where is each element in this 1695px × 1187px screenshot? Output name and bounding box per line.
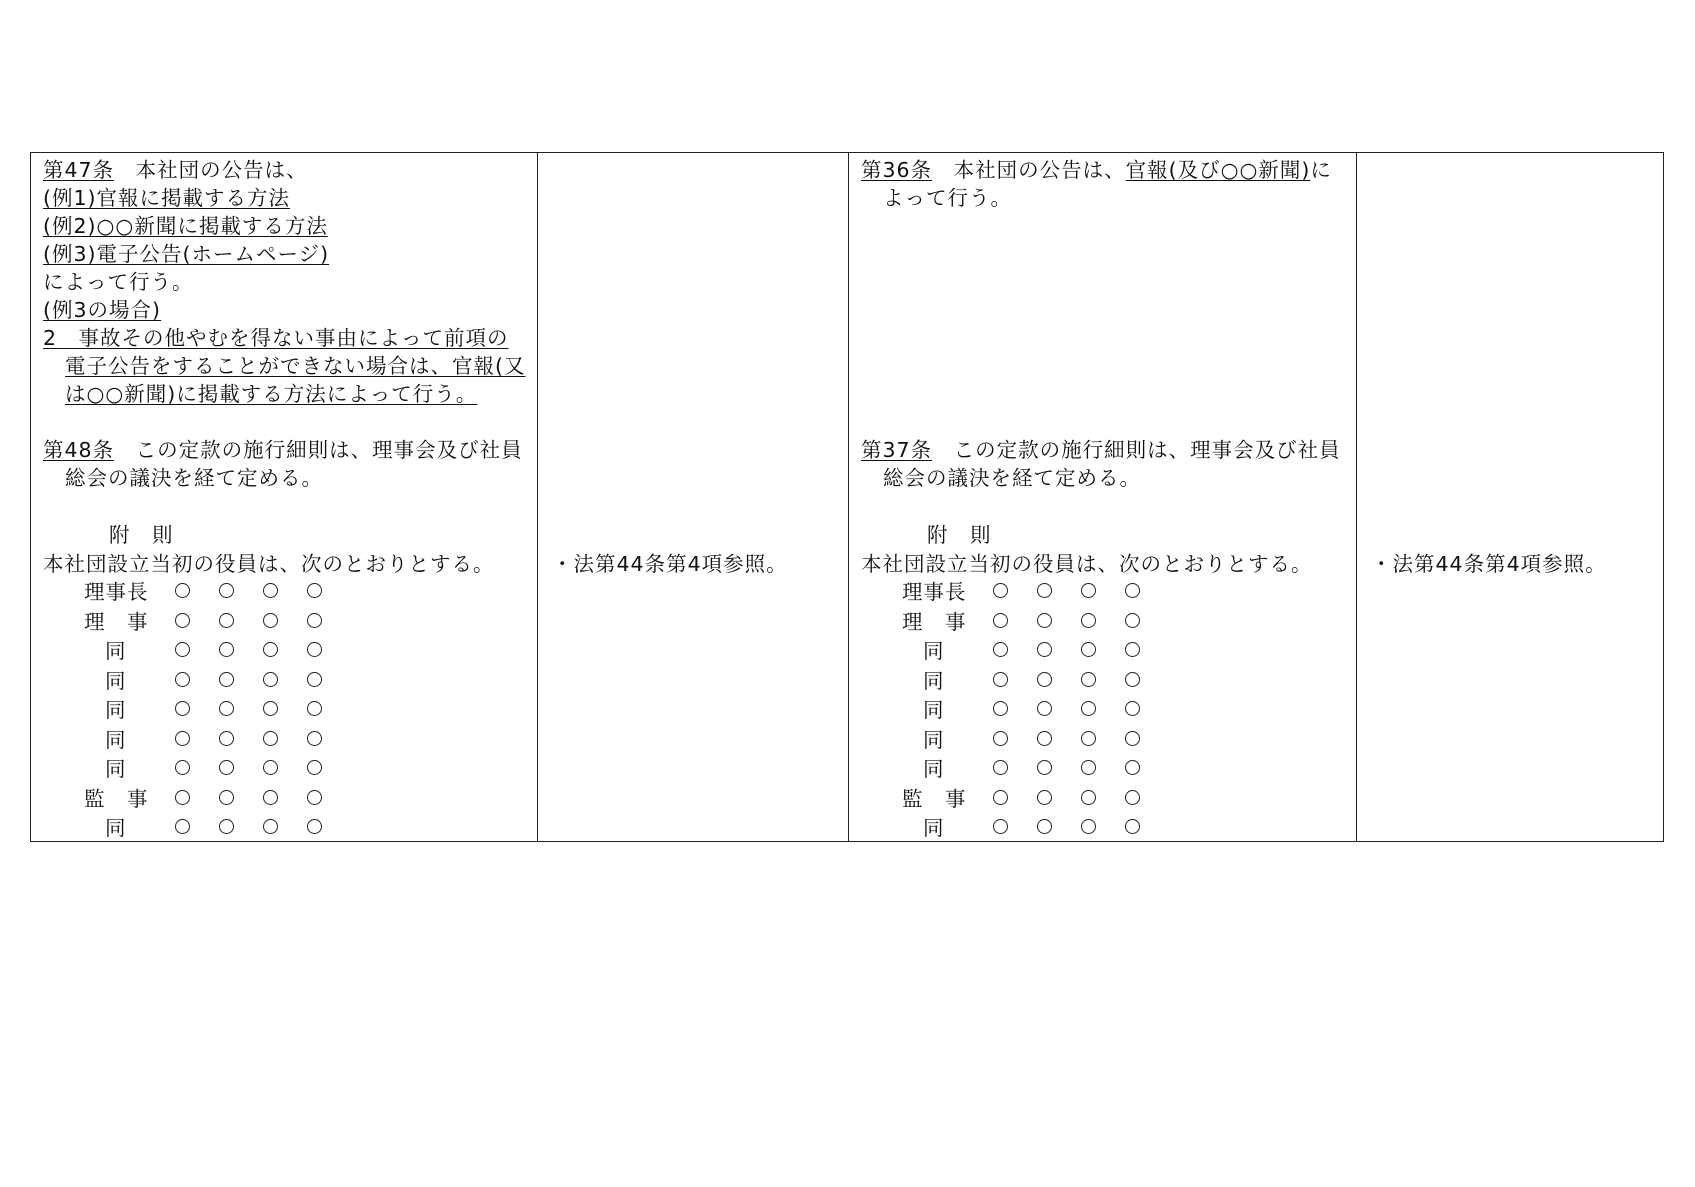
placeholder-circle-icon (263, 819, 278, 834)
officer-title: 理事長 (84, 580, 149, 604)
supplementary-heading-right: 附 則 (927, 523, 992, 547)
placeholder-circle-icon (1081, 613, 1096, 628)
placeholder-circle-icon (263, 613, 278, 628)
article-47-option-3: (例3)電子公告(ホームページ) (43, 242, 330, 266)
officer-title: 監 事 (902, 786, 967, 811)
placeholder-circle-icon (219, 819, 234, 834)
officer-title: 同 (923, 698, 945, 722)
supplementary-text-right: 本社団設立当初の役員は、次のとおりとする。 (861, 552, 1313, 576)
officer-roster-right (849, 578, 1357, 844)
officer-row (849, 755, 1357, 785)
placeholder-circle-icon (219, 672, 234, 687)
officer-row (31, 696, 537, 726)
placeholder-circle-icon (993, 583, 1008, 598)
officer-row (849, 814, 1357, 844)
article-47-tail: によって行う。 (43, 270, 194, 294)
officer-title: 同 (105, 727, 127, 752)
officer-title: 同 (923, 639, 945, 663)
article-47-para-2-line-2: 電子公告をすることができない場合は、官報(又 (65, 354, 526, 378)
placeholder-circle-icon (175, 731, 190, 746)
officer-title: 同 (105, 668, 127, 693)
article-47-label: 第47条 (43, 158, 115, 182)
placeholder-circle-icon (175, 760, 190, 775)
article-47-text: 本社団の公告は、 (114, 158, 308, 182)
officer-row (31, 608, 537, 638)
placeholder-circle-icon (175, 819, 190, 834)
officer-title: 同 (923, 727, 945, 752)
officer-row (31, 726, 537, 756)
officer-title: 理 事 (84, 609, 149, 634)
placeholder-circle-icon (307, 583, 322, 598)
placeholder-circle-icon (1037, 672, 1052, 687)
article-36-text-2: よって行う。 (883, 186, 1012, 210)
officer-row (849, 696, 1357, 726)
article-47-para-2-line-1: 2 事故その他やむを得ない事由によって前項の (43, 326, 509, 350)
officer-row (849, 726, 1357, 756)
placeholder-circle-icon (1037, 790, 1052, 805)
supplementary-text: 本社団設立当初の役員は、次のとおりとする。 (43, 552, 495, 576)
placeholder-circle-icon (263, 701, 278, 716)
officer-row (849, 608, 1357, 638)
placeholder-circle-icon (1081, 672, 1096, 687)
officer-row (849, 637, 1357, 667)
placeholder-circle-icon (175, 672, 190, 687)
article-36-text-underlined: 官報(及び○○新聞) (1125, 158, 1311, 182)
article-37-text: この定款の施行細則は、理事会及び社員 (932, 438, 1341, 462)
officer-title: 同 (105, 757, 127, 781)
placeholder-circle-icon (219, 642, 234, 657)
article-37-line (861, 436, 1341, 464)
placeholder-circle-icon (1081, 790, 1096, 805)
officer-title: 監 事 (84, 786, 149, 811)
placeholder-circle-icon (1081, 819, 1096, 834)
officer-row (849, 667, 1357, 697)
officer-row (849, 578, 1357, 608)
placeholder-circle-icon (1037, 701, 1052, 716)
placeholder-circle-icon (219, 731, 234, 746)
right-note: ・法第44条第4項参照。 (1371, 552, 1607, 576)
placeholder-circle-icon (993, 760, 1008, 775)
officer-row (31, 814, 537, 844)
officer-row (31, 785, 537, 815)
article-36-text-b: に (1310, 158, 1332, 182)
officer-row (31, 637, 537, 667)
placeholder-circle-icon (1081, 642, 1096, 657)
placeholder-circle-icon (1125, 583, 1140, 598)
placeholder-circle-icon (1125, 642, 1140, 657)
officer-title: 理 事 (902, 609, 967, 634)
right-articles-column (848, 153, 1356, 841)
officer-row (31, 755, 537, 785)
placeholder-circle-icon (263, 760, 278, 775)
placeholder-circle-icon (175, 642, 190, 657)
officer-roster (31, 578, 537, 844)
placeholder-circle-icon (307, 760, 322, 775)
placeholder-circle-icon (219, 583, 234, 598)
placeholder-circle-icon (1037, 613, 1052, 628)
officer-title: 同 (923, 757, 945, 781)
article-36-text-a: 本社団の公告は、 (932, 158, 1126, 182)
placeholder-circle-icon (993, 613, 1008, 628)
article-47-line (43, 156, 308, 184)
placeholder-circle-icon (993, 642, 1008, 657)
placeholder-circle-icon (263, 583, 278, 598)
article-48-line (43, 436, 523, 464)
placeholder-circle-icon (1125, 790, 1140, 805)
placeholder-circle-icon (1125, 760, 1140, 775)
placeholder-circle-icon (1125, 819, 1140, 834)
placeholder-circle-icon (1037, 819, 1052, 834)
placeholder-circle-icon (219, 760, 234, 775)
supplementary-heading: 附 則 (109, 523, 174, 547)
right-notes-column (1356, 153, 1664, 841)
left-notes-column (537, 153, 848, 841)
placeholder-circle-icon (1125, 613, 1140, 628)
article-36-line (861, 156, 1332, 184)
placeholder-circle-icon (993, 701, 1008, 716)
articles-comparison-table (30, 152, 1664, 842)
article-48-label: 第48条 (43, 438, 115, 462)
placeholder-circle-icon (1125, 731, 1140, 746)
placeholder-circle-icon (1037, 731, 1052, 746)
placeholder-circle-icon (307, 819, 322, 834)
placeholder-circle-icon (263, 790, 278, 805)
placeholder-circle-icon (1081, 731, 1096, 746)
placeholder-circle-icon (219, 701, 234, 716)
officer-title: 同 (923, 668, 945, 693)
placeholder-circle-icon (263, 731, 278, 746)
article-37-text-2: 総会の議決を経て定める。 (883, 466, 1141, 490)
article-47-case-3: (例3の場合) (43, 298, 162, 322)
officer-title: 同 (105, 816, 127, 840)
placeholder-circle-icon (263, 672, 278, 687)
placeholder-circle-icon (307, 613, 322, 628)
placeholder-circle-icon (993, 790, 1008, 805)
placeholder-circle-icon (1125, 672, 1140, 687)
placeholder-circle-icon (219, 613, 234, 628)
placeholder-circle-icon (1125, 701, 1140, 716)
placeholder-circle-icon (175, 701, 190, 716)
article-37-label: 第37条 (861, 438, 933, 462)
placeholder-circle-icon (307, 672, 322, 687)
placeholder-circle-icon (175, 790, 190, 805)
placeholder-circle-icon (1037, 642, 1052, 657)
placeholder-circle-icon (1081, 701, 1096, 716)
article-48-text-2: 総会の議決を経て定める。 (65, 466, 323, 490)
placeholder-circle-icon (1081, 760, 1096, 775)
officer-title: 同 (923, 816, 945, 840)
left-articles-column (31, 153, 537, 841)
placeholder-circle-icon (219, 790, 234, 805)
placeholder-circle-icon (993, 731, 1008, 746)
article-47-option-2: (例2)○○新聞に掲載する方法 (43, 214, 328, 238)
article-48-text: この定款の施行細則は、理事会及び社員 (114, 438, 523, 462)
officer-title: 同 (105, 639, 127, 663)
officer-row (31, 667, 537, 697)
placeholder-circle-icon (307, 731, 322, 746)
placeholder-circle-icon (307, 642, 322, 657)
placeholder-circle-icon (175, 583, 190, 598)
article-47-option-1: (例1)官報に掲載する方法 (43, 186, 291, 210)
placeholder-circle-icon (993, 819, 1008, 834)
placeholder-circle-icon (993, 672, 1008, 687)
officer-row (849, 785, 1357, 815)
article-47-para-2-line-3: は○○新聞)に掲載する方法によって行う。 (65, 382, 478, 406)
placeholder-circle-icon (307, 701, 322, 716)
article-36-label: 第36条 (861, 158, 933, 182)
left-note: ・法第44条第4項参照。 (552, 552, 788, 576)
placeholder-circle-icon (1037, 583, 1052, 598)
placeholder-circle-icon (175, 613, 190, 628)
placeholder-circle-icon (263, 642, 278, 657)
placeholder-circle-icon (307, 790, 322, 805)
placeholder-circle-icon (1037, 760, 1052, 775)
placeholder-circle-icon (1081, 583, 1096, 598)
officer-title: 同 (105, 698, 127, 722)
officer-title: 理事長 (902, 580, 967, 604)
officer-row (31, 578, 537, 608)
